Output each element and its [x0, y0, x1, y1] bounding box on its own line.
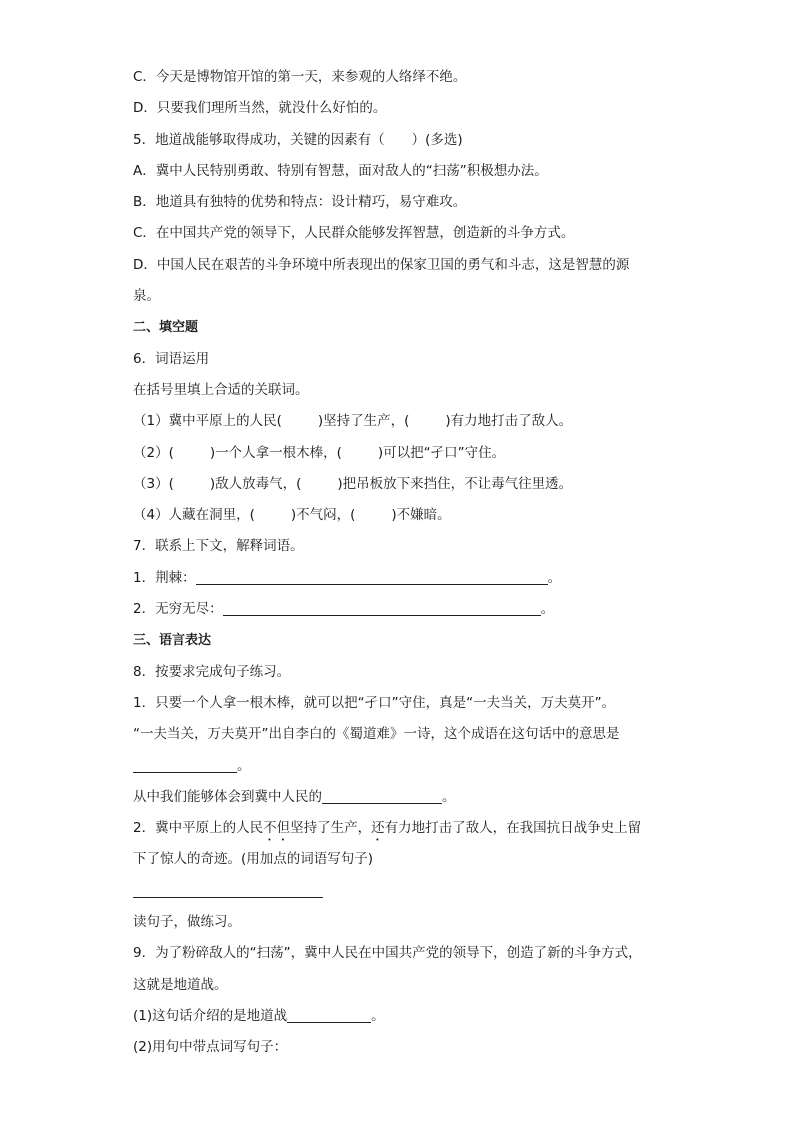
- reading-instruction: 读句子，做练习。: [133, 914, 241, 931]
- q8-item-2: 2．冀中平原上的人民不但坚持了生产，还有力地打击了敌人，在我国抗日战争史上留: [133, 820, 642, 837]
- q5-option-c: C．在中国共产党的领导下，人民群众能够发挥智慧，创造新的斗争方式。: [133, 225, 575, 242]
- q8-item-1-blank: 。: [133, 751, 673, 782]
- answer-blank[interactable]: [223, 601, 541, 616]
- question-9-cont: 这就是地道战。: [133, 976, 228, 993]
- option-c: C．今天是博物馆开馆的第一天，来参观的人络绎不绝。: [133, 69, 467, 85]
- q9-item-2: (2)用句中带点词写句子：: [133, 1039, 288, 1056]
- q8-item-1-feel: 从中我们能够体会到冀中人民的 。: [133, 788, 456, 805]
- q6-item-1: （1）冀中平原上的人民( )坚持了生产，( )有力地打击了敌人。: [133, 413, 573, 430]
- q5-option-d: D．中国人民在艰苦的斗争环境中所表现出的保家卫国的勇气和斗志，这是智慧的源: [133, 256, 630, 273]
- answer-blank[interactable]: [133, 758, 237, 773]
- answer-blank[interactable]: [287, 1008, 371, 1023]
- q9-item-1: (1)这句话介绍的是地道战 。: [133, 1007, 385, 1024]
- worksheet-page: [133, 62, 673, 1064]
- q5-option-d-cont: 泉。: [133, 288, 160, 305]
- section-language-heading: 三、语言表达: [133, 633, 212, 649]
- q6-item-2: （2）( )一个人拿一根木棒，( )可以把“孑口”守住。: [133, 444, 506, 461]
- question-6: 6．词语运用: [133, 350, 210, 367]
- question-9: 9．为了粉碎敌人的“扫荡”，冀中人民在中国共产党的领导下，创造了新的斗争方式，: [133, 945, 642, 962]
- question-5: 5．地道战能够取得成功，关键的因素有（ ）(多选): [133, 131, 463, 148]
- q7-item-2: 2．无穷无尽： 。: [133, 601, 555, 618]
- q8-item-1-prompt: “一夫当关，万夫莫开”出自李白的《蜀道难》一诗，这个成语在这句话中的意思是: [133, 726, 620, 743]
- answer-blank[interactable]: [196, 570, 548, 585]
- q6-item-3: （3）( )敌人放毒气，( )把吊板放下来挡住，不让毒气往里透。: [133, 475, 573, 492]
- q5-option-a: A．冀中人民特别勇敢、特别有智慧，面对敌人的“扫荡”积极想办法。: [133, 162, 548, 179]
- q8-item-2-blank: [133, 876, 673, 907]
- section-fill-blank-heading: 二、填空题: [133, 320, 199, 336]
- answer-blank[interactable]: [322, 789, 442, 804]
- q6-instruction: 在括号里填上合适的关联词。: [133, 381, 309, 398]
- q8-item-2-cont: 下了惊人的奇迹。(用加点的词语写句子): [133, 851, 374, 868]
- q5-option-b: B．地道具有独特的优势和特点：设计精巧，易守难攻。: [133, 194, 467, 211]
- q7-item-1: 1．荆棘： 。: [133, 569, 562, 586]
- question-7: 7．联系上下文，解释词语。: [133, 538, 304, 555]
- q8-item-1: 1．只要一个人拿一根木棒，就可以把“孑口”守住，真是“一夫当关，万夫莫开”。: [133, 694, 616, 711]
- question-8: 8．按要求完成句子练习。: [133, 663, 291, 680]
- answer-blank[interactable]: [133, 883, 323, 898]
- q6-item-4: （4）人藏在洞里，( )不气闷，( )不嫌暗。: [133, 507, 451, 524]
- option-d: D．只要我们理所当然，就没什么好怕的。: [133, 100, 387, 117]
